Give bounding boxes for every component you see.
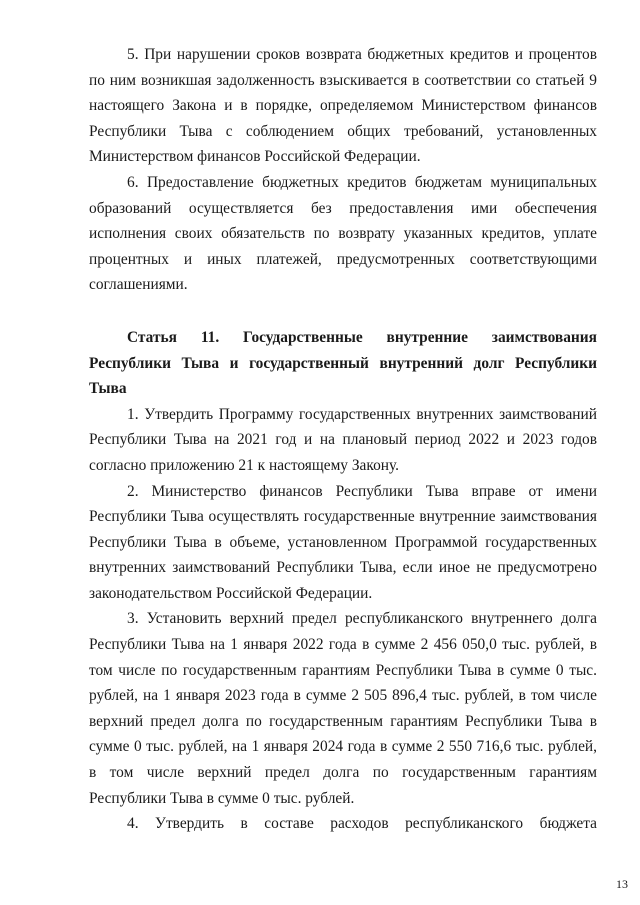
- paragraph-5: 5. При нарушении сроков возврата бюджетных кредитов и процентов по ним возникшая задолженность взыскивается в соответствии со статьей 9 настоящего Закона и в порядке, определяемом Министерством финансов Республики Тыва с соблюдением общих требований, установленных Министерством финансов Российской Федерации.: [89, 46, 597, 166]
- paragraph-6: 6. Предоставление бюджетных кредитов бюджетам муниципальных образований осуществляется без предоставления ими обеспечения исполнения своих обязательств по возврату указанных кредитов, уплате процентных и иных платежей, предусмотренных соответствующими соглашениями.: [89, 173, 597, 294]
- article-paragraph-2: 2. Министерство финансов Республики Тыва вправе от имени Республики Тыва осуществлять государственные внутренние заимствования Республики Тыва в объеме, установленном Программой государственных внутренних заимствований Республики Тыва, если иное не предусмотрено законодательством Российской Федерации.: [89, 482, 597, 602]
- article-paragraph-1: 1. Утвердить Программу государственных внутренних заимствований Республики Тыва на 2021 год и на плановый период 2022 и 2023 годов согласно приложению 21 к настоящему Закону.: [89, 405, 597, 474]
- article-paragraph-4: 4. Утвердить в составе расходов республиканского бюджета: [127, 815, 597, 833]
- page-number: 13: [616, 877, 628, 891]
- article-paragraph-3: 3. Установить верхний предел республиканского внутреннего долга Республики Тыва на 1 января 2022 года в сумме 2 456 050,0 тыс. рублей, в том числе по государственным гарантиям Республики Тыва в сумме 0 тыс. рублей, на 1 января 2023 года в сумме 2 505 896,4 тыс. рублей, в том числе верхний предел долга по государственным гарантиям Республики Тыва в сумме 0 тыс. рублей, на 1 января 2024 года в сумме 2 550 716,6 тыс. рублей, в том числе верхний предел долга по государственным гарантиям Республики Тыва в сумме 0 тыс. рублей.: [89, 610, 597, 807]
- article-heading: Статья 11. Государственные внутренние заимствования Республики Тыва и государственный внутренний долг Республики Тыва: [89, 328, 597, 398]
- document-page: [89, 42, 597, 837]
